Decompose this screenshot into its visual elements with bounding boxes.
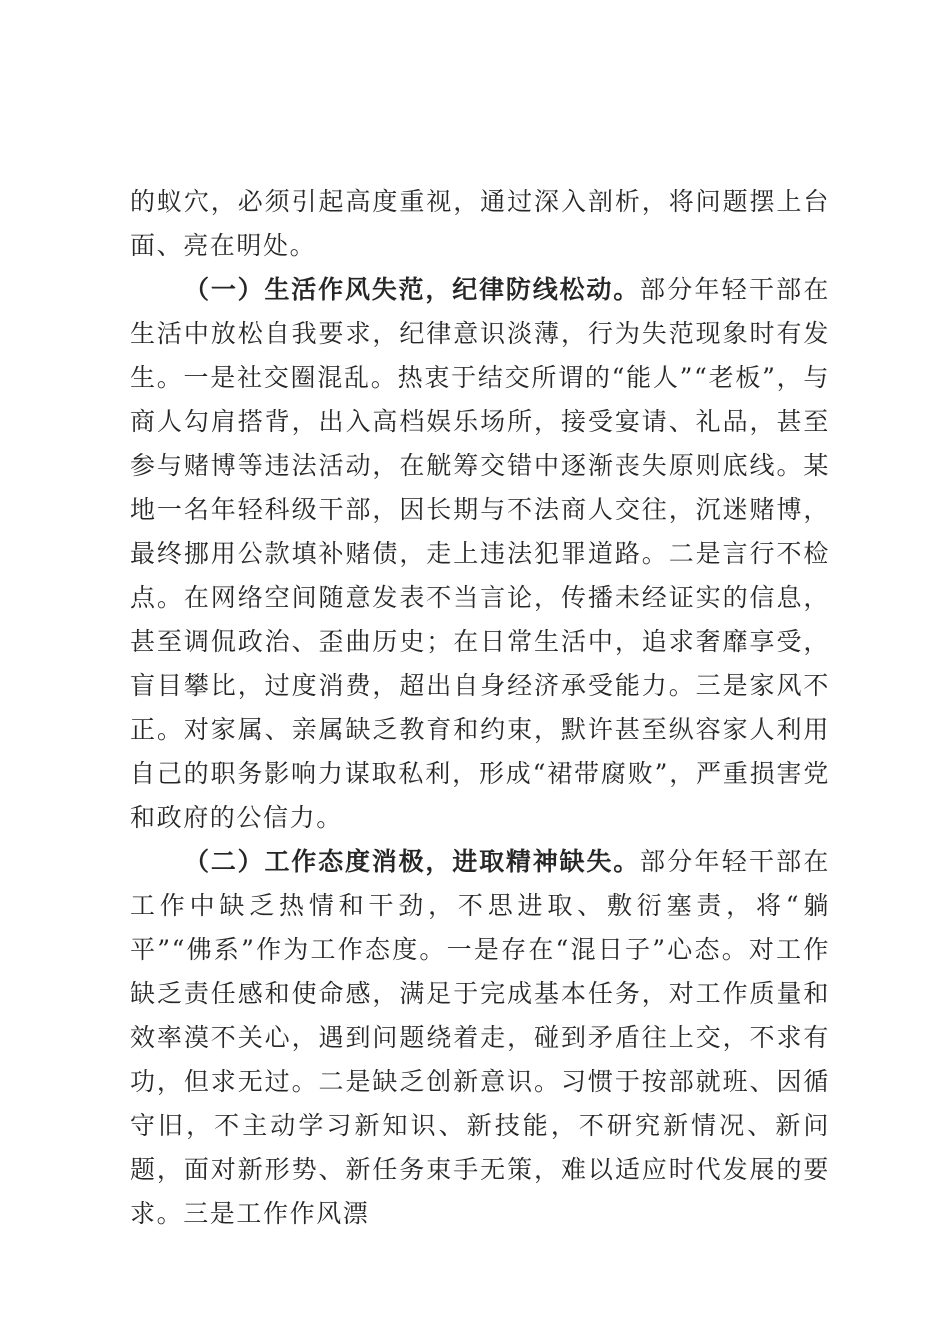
paragraph-section-1 bbox=[130, 268, 830, 840]
paragraph-section-2 bbox=[130, 840, 830, 1236]
paragraph-text: 的蚁穴，必须引起高度重视，通过深入剖析，将问题摆上台面、亮在明处。 bbox=[130, 187, 830, 260]
section-heading-2: （二）工作态度消极，进取精神缺失。 bbox=[184, 847, 641, 876]
paragraph-text: 部分年轻干部在工作中缺乏热情和干劲，不思进取、敷衍塞责，将“躺平”“佛系”作为工作态度。一是存在“混日子”心态。对工作缺乏责任感和使命感，满足于完成基本任务，对工作质量和效率漠不关心，遇到问题绕着走，碰到矛盾往上交，不求有功，但求无过。二是缺乏创新意识。习惯于按部就班、因循守旧，不主动学习新知识、新技能，不研究新情况、新问题，面对新形势、新任务束手无策，难以适应时代发展的要求。三是工作作风漂 bbox=[130, 847, 831, 1228]
document-body bbox=[130, 180, 830, 1236]
paragraph-continuation bbox=[130, 180, 830, 268]
paragraph-text: 部分年轻干部在生活中放松自我要求，纪律意识淡薄，行为失范现象时有发生。一是社交圈混乱。热衷于结交所谓的“能人”“老板”，与商人勾肩搭背，出入高档娱乐场所，接受宴请、礼品，甚至参与赌博等违法活动，在觥筹交错中逐渐丧失原则底线。某地一名年轻科级干部，因长期与不法商人交往，沉迷赌博，最终挪用公款填补赌债，走上违法犯罪道路。二是言行不检点。在网络空间随意发表不当言论，传播未经证实的信息，甚至调侃政治、歪曲历史；在日常生活中，追求奢靡享受，盲目攀比，过度消费，超出自身经济承受能力。三是家风不正。对家属、亲属缺乏教育和约束，默许甚至纵容家人利用自己的职务影响力谋取私利，形成“裙带腐败”，严重损害党和政府的公信力。 bbox=[130, 275, 831, 832]
section-heading-1: （一）生活作风失范，纪律防线松动。 bbox=[184, 275, 641, 304]
